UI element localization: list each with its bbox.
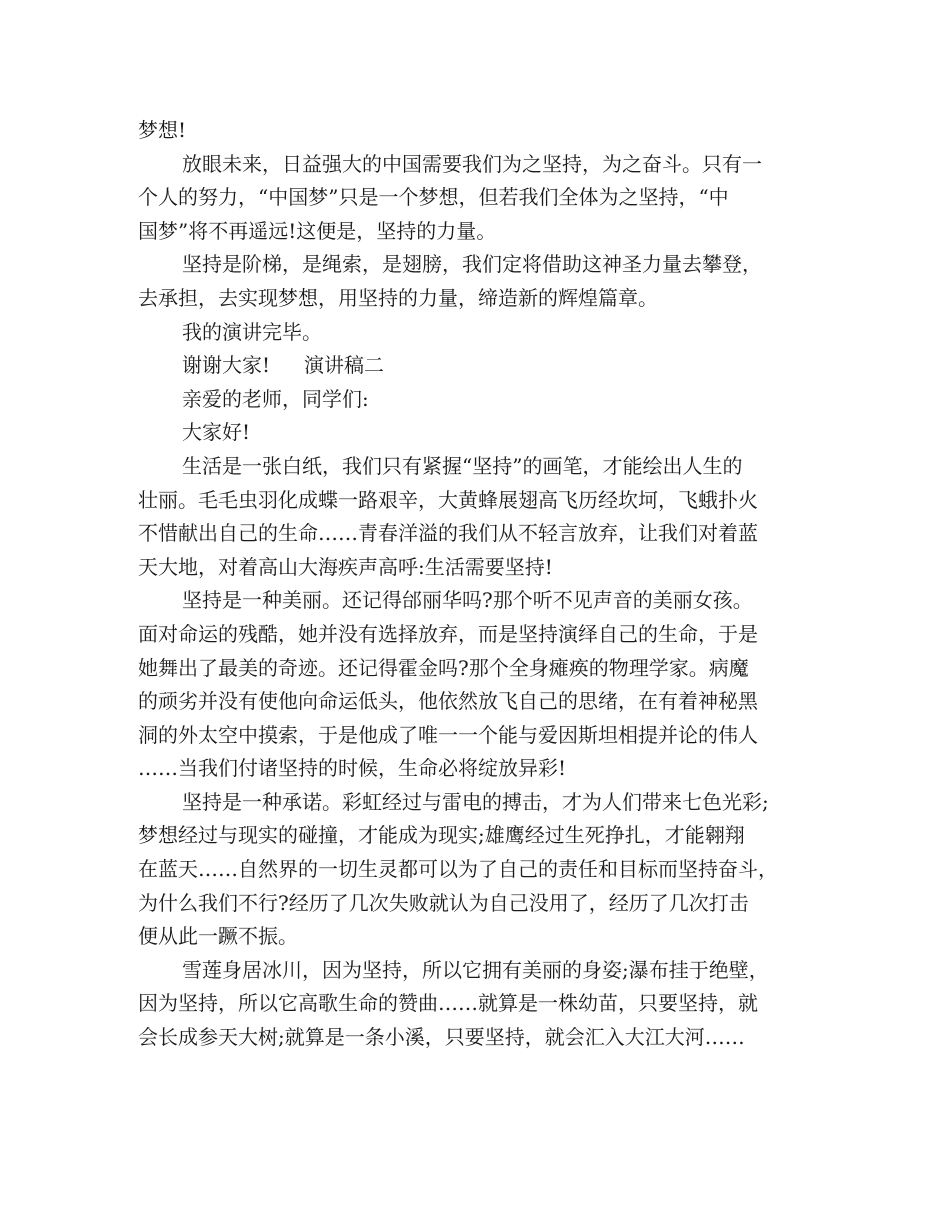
text-line: 为什么我们不行?经历了几次失败就认为自己没用了，经历了几次打击 bbox=[138, 890, 749, 915]
paragraph-5 bbox=[138, 349, 824, 383]
paragraph-3 bbox=[138, 248, 824, 315]
text-line: 不惜献出自己的生命……青春洋溢的我们从不轻言放弃，让我们对着蓝 bbox=[138, 521, 758, 546]
text-line: 个人的努力，“中国梦”只是一个梦想，但若我们全体为之坚持，“中 bbox=[138, 185, 729, 210]
text-line: 梦想经过与现实的碰撞，才能成为现实;雄鹰经过生死挣扎，才能翱翔 bbox=[138, 823, 745, 848]
paragraph-10 bbox=[138, 786, 824, 954]
paragraph-9 bbox=[138, 584, 824, 786]
text-line: 天大地，对着高山大海疾声高呼:生活需要坚持! bbox=[138, 554, 553, 579]
text-line: 生活是一张白纸，我们只有紧握“坚持”的画笔，才能绘出人生的 bbox=[182, 453, 743, 478]
text-line: 便从此一蹶不振。 bbox=[138, 924, 298, 949]
text-line: 壮丽。毛毛虫羽化成蝶一路艰辛，大黄蜂展翅高飞历经坎坷，飞蛾扑火 bbox=[138, 487, 758, 512]
paragraph-2 bbox=[138, 148, 824, 249]
text-line: 去承担，去实现梦想，用坚持的力量，缔造新的辉煌篇章。 bbox=[138, 285, 658, 310]
paragraph-1 bbox=[138, 114, 824, 148]
paragraph-7 bbox=[138, 416, 824, 450]
text-line: 坚持是一种承诺。彩虹经过与雷电的搏击，才为人们带来七色光彩; bbox=[182, 789, 769, 814]
text-line: 面对命运的残酷，她并没有选择放弃，而是坚持演绎自己的生命，于是 bbox=[138, 621, 758, 646]
text-line: 坚持是阶梯，是绳索，是翅膀，我们定将借助这神圣力量去攀登， bbox=[182, 252, 762, 277]
text-line: 放眼未来，日益强大的中国需要我们为之坚持，为之奋斗。只有一 bbox=[182, 151, 762, 176]
text-line bbox=[138, 349, 824, 383]
text-line: 在蓝天……自然界的一切生灵都可以为了自己的责任和目标而坚持奋斗， bbox=[138, 857, 778, 882]
text-line: 雪莲身居冰川，因为坚持，所以它拥有美丽的身姿;瀑布挂于绝壁， bbox=[182, 957, 769, 982]
paragraph-6 bbox=[138, 383, 824, 417]
section-title: 演讲稿二 bbox=[304, 353, 385, 378]
text-line: 洞的外太空中摸索，于是他成了唯一一个能与爱因斯坦相提并论的伟人 bbox=[138, 722, 758, 747]
closing-thanks: 谢谢大家! bbox=[182, 353, 271, 378]
text-line: ……当我们付诸坚持的时候，生命必将绽放异彩! bbox=[138, 756, 567, 781]
text-line: 因为坚持，所以它高歌生命的赞曲……就算是一株幼苗，只要坚持，就 bbox=[138, 991, 758, 1016]
text-line: 会长成参天大树;就算是一条小溪，只要坚持，就会汇入大江大河…… bbox=[138, 1025, 745, 1050]
text-line: 我的演讲完毕。 bbox=[182, 319, 322, 344]
document-page bbox=[138, 114, 824, 1055]
text-line: 亲爱的老师，同学们: bbox=[182, 386, 369, 411]
text-line: 的顽劣并没有使他向命运低头，他依然放飞自己的思绪，在有着神秘黑 bbox=[138, 689, 758, 714]
text-line: 坚持是一种美丽。还记得邰丽华吗?那个听不见声音的美丽女孩。 bbox=[182, 588, 753, 613]
paragraph-4 bbox=[138, 316, 824, 350]
paragraph-8 bbox=[138, 450, 824, 584]
paragraph-11 bbox=[138, 954, 824, 1055]
text-line: 国梦”将不再遥远!这便是，坚持的力量。 bbox=[138, 218, 497, 243]
text-line: 大家好! bbox=[182, 420, 251, 445]
text-line: 她舞出了最美的奇迹。还记得霍金吗?那个全身瘫痪的物理学家。病魔 bbox=[138, 655, 749, 680]
text-line: 梦想! bbox=[138, 118, 187, 142]
